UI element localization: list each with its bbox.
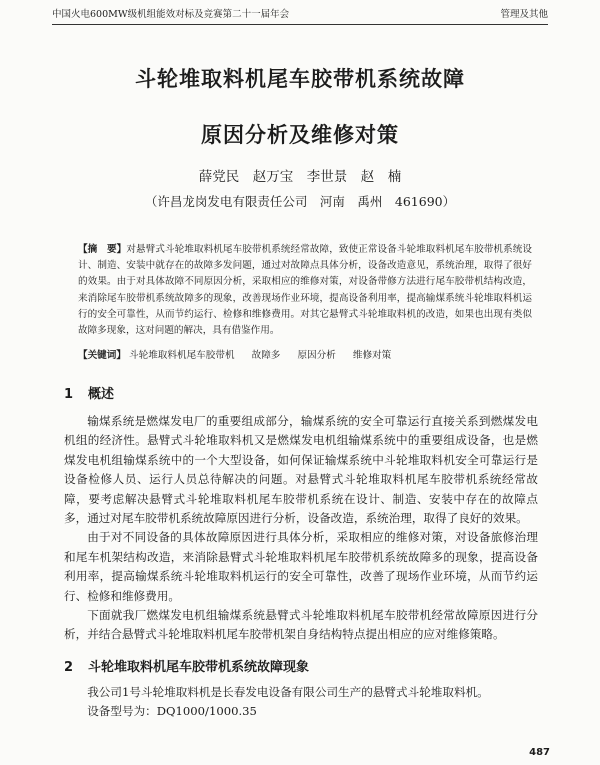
header-section: 管理及其他 bbox=[500, 9, 548, 20]
authors: 薛党民 赵万宝 李世景 赵 楠 bbox=[198, 169, 402, 185]
abstract bbox=[78, 242, 532, 339]
keyword: 斗轮堆取料机尾车胶带机 bbox=[129, 350, 235, 361]
section-title: 概述 bbox=[88, 387, 115, 402]
paper-title-line-2: 原因分析及维修对策 bbox=[201, 123, 399, 147]
keyword: 维修对策 bbox=[352, 350, 392, 361]
paragraph: 设备型号为：DQ1000/1000.35 bbox=[87, 704, 257, 719]
keywords bbox=[78, 348, 532, 364]
header-conference: 中国火电600MW级机组能效对标及竞赛第二十一届年会 bbox=[52, 9, 290, 20]
paper-title-line-1: 斗轮堆取料机尾车胶带机系统故障 bbox=[135, 67, 465, 91]
running-header bbox=[52, 6, 548, 25]
affiliation: （许昌龙岗发电有限责任公司 河南 禹州 461690） bbox=[144, 194, 456, 209]
section-title: 斗轮堆取料机尾车胶带机系统故障现象 bbox=[88, 660, 310, 675]
page-number: 487 bbox=[529, 747, 550, 758]
abstract-text: 对悬臂式斗轮堆取料机尾车胶带机系统经常故障，致使正常设备斗轮堆取料机尾车胶带机系统设计、制造、安装中就存在的故障多发问题，通过对故障点具体分析，设备改造意见，系统治理，取得了很好的效果。由于对具体故障不同原因分析，采取相应的维修对策，对设备带修方法进行尾车胶带机结构改造，来消除尾车胶带机系统故障多的现象，改善现场作业环境，提高设备利用率，提高输煤系统斗轮堆取料机运行的安全可靠性，从而节约运行、检修和维修费用。对其它悬臂式斗轮堆取料机的改造，如果也出现有类似故障多现象，这对问题的解决，具有借鉴作用。 bbox=[78, 244, 533, 337]
keyword: 原因分析 bbox=[297, 350, 336, 361]
section-number: 1 bbox=[64, 387, 74, 402]
section-number: 2 bbox=[64, 660, 74, 675]
section-heading-1 bbox=[64, 383, 114, 402]
section-2-body bbox=[64, 683, 538, 722]
paragraph: 由于对不同设备的具体故障原因进行具体分析，采取相应的维修对策，对设备旅修治理和尾车机架结构改造，来消除悬臂式斗轮堆取料机尾车胶带机系统故障多的现象，提高设备利用率，提高输煤系统斗轮堆取料机运行的安全可靠性，改善了现场作业环境，从而节约运行、检修和维修费用。 bbox=[64, 530, 538, 603]
paragraph: 下面就我厂燃煤发电机组输煤系统悬臂式斗轮堆取料机尾车胶带机经常故障原因进行分析，并结合悬臂式斗轮堆取料机尾车胶带机架自身结构特点提出相应的应对维修策略。 bbox=[64, 608, 538, 642]
keyword: 故障多 bbox=[251, 350, 281, 361]
section-1-body bbox=[64, 412, 538, 645]
abstract-label: 【摘 要】 bbox=[78, 244, 127, 255]
keywords-label: 【关键词】 bbox=[78, 350, 126, 361]
section-heading-2 bbox=[64, 656, 309, 675]
paragraph: 我公司1号斗轮堆取料机是长春发电设备有限公司生产的悬臂式斗轮堆取料机。 bbox=[87, 685, 489, 699]
paragraph: 输煤系统是燃煤发电厂的重要组成部分，输煤系统的安全可靠运行直接关系到燃煤发电机组的经济性。悬臂式斗轮堆取料机又是燃煤发电机组输煤系统中的重要组成设备，也是燃煤发电机组输煤系统中的一个大型设备，如何保证输煤系统中斗轮堆取料机安全可靠运行是设备检修人员、运行人员总待解决的问题。对悬臂式斗轮堆取料机尾车胶带机系统经常故障，要考虑解决悬臂式斗轮堆取料机尾车胶带机系统在设计、制造、安装中存在的故障点多，通过对尾车胶带机系统故障原因进行分析，设备改造，系统治理，取得了良好的效果。 bbox=[64, 414, 538, 526]
